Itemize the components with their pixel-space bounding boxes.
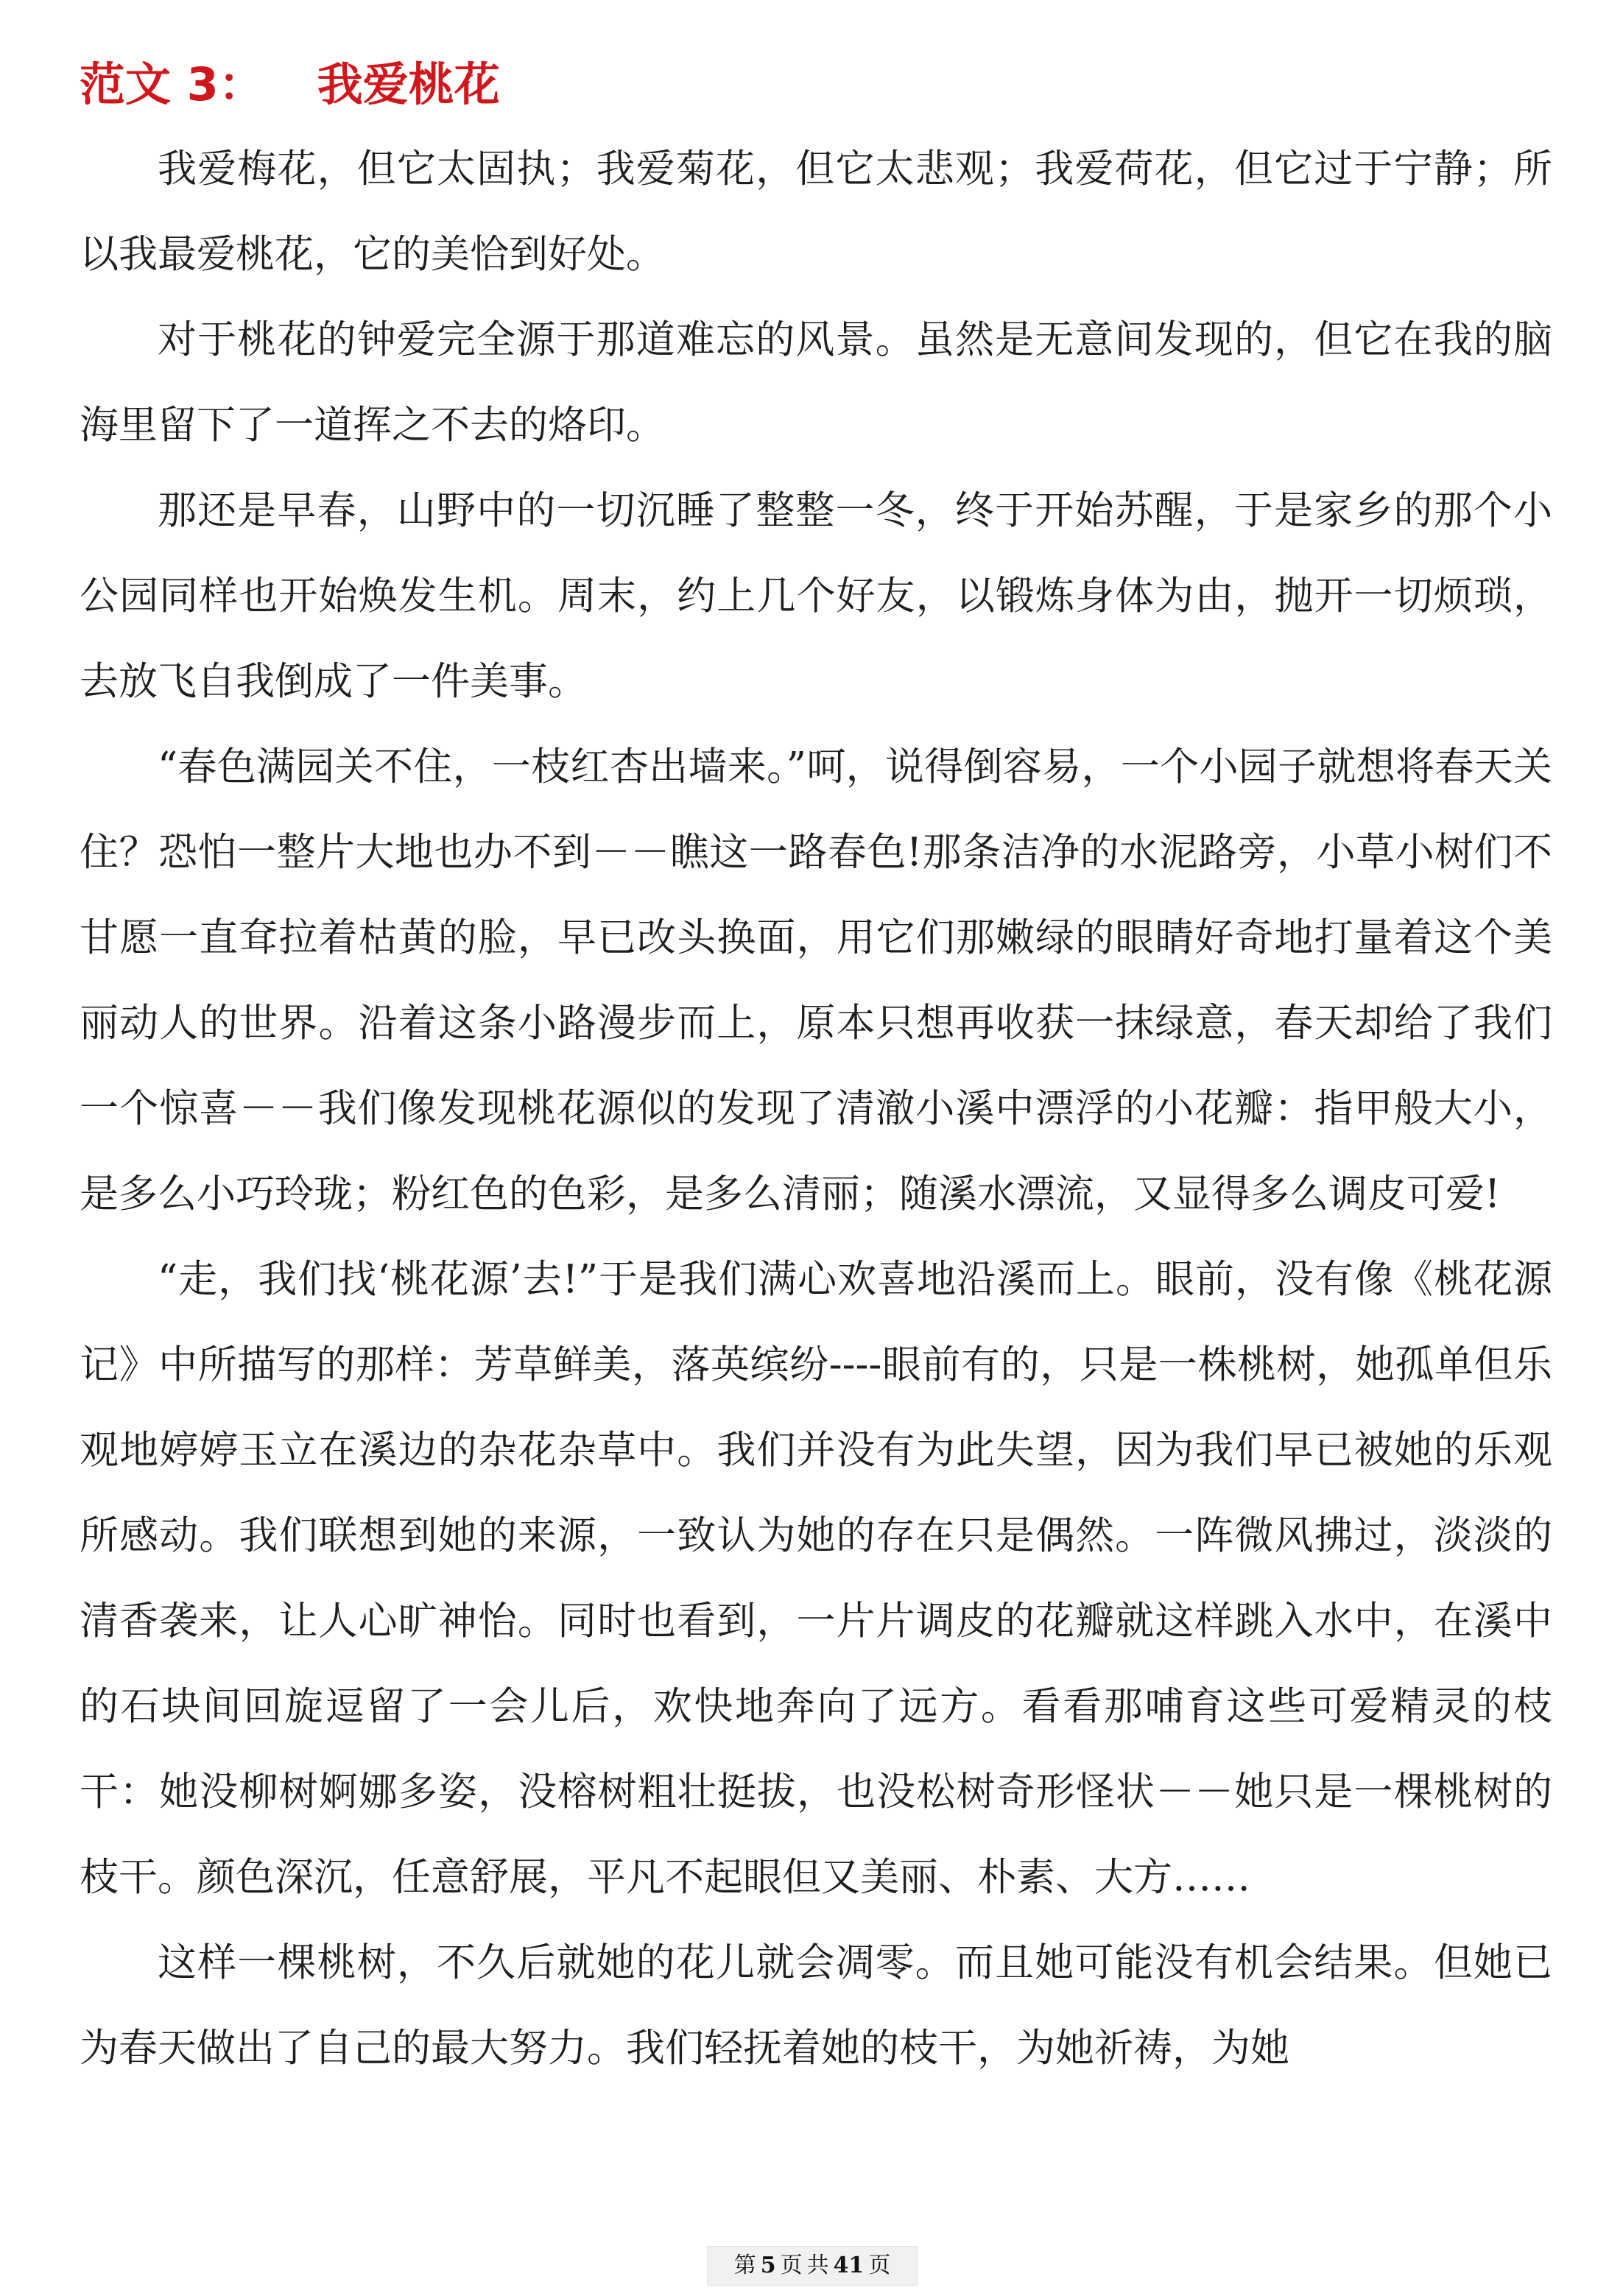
essay-title	[80, 44, 500, 125]
footer-label-di: 第	[733, 2253, 756, 2278]
paragraph-3: 那还是早春，山野中的一切沉睡了整整一冬，终于开始苏醒，于是家乡的那个小公园同样也开始焕发生机。周末，约上几个好友，以锻炼身体为由，抛开一切烦琐，去放飞自我倒成了一件美事。	[80, 488, 1552, 704]
footer-label-ye: 页	[780, 2253, 803, 2278]
essay-number-label: 范文 3：	[80, 57, 264, 111]
essay-title-text: 我爱桃花	[317, 57, 500, 111]
current-page-number: 5	[760, 2253, 776, 2278]
paragraph-5: “走，我们找‘桃花源’去!”于是我们满心欢喜地沿溪而上。眼前，没有像《桃花源记》中所描写的那样：芳草鲜美，落英缤纷----眼前有的，只是一株桃树，她孤单但乐观地婷婷玉立在溪边的杂花杂草中。我们并没有为此失望，因为我们早已被她的乐观所感动。我们联想到她的来源，一致认为她的存在只是偶然。一阵微风拂过，淡淡的清香袭来，让人心旷神怡。同时也看到，一片片调皮的花瓣就这样跳入水中，在溪中的石块间回旋逗留了一会儿后，欢快地奔向了远方。看看那哺育这些可爱精灵的枝干：她没柳树婀娜多姿，没榕树粗壮挺拔，也没松树奇形怪状－－她只是一棵桃树的枝干。颜色深沉，任意舒展，平凡不起眼但又美丽、朴素、大方……	[80, 1257, 1552, 1900]
total-page-number: 41	[833, 2253, 865, 2278]
footer-label-ye-2: 页	[868, 2253, 891, 2278]
paragraph-2: 对于桃花的钟爱完全源于那道难忘的风景。虽然是无意间发现的，但它在我的脑海里留下了一道挥之不去的烙印。	[80, 317, 1552, 448]
footer-label-gong: 共	[806, 2253, 829, 2278]
paragraph-6: 这样一棵桃树，不久后就她的花儿就会凋零。而且她可能没有机会结果。但她已为春天做出了自己的最大努力。我们轻抚着她的枝干，为她祈祷，为她	[80, 1940, 1552, 2071]
paragraph-1: 我爱梅花，但它太固执；我爱菊花，但它太悲观；我爱荷花，但它过于宁静；所以我最爱桃花，它的美恰到好处。	[80, 147, 1552, 277]
page-number-footer	[707, 2246, 918, 2286]
paragraph-4: “春色满园关不住，一枝红杏出墙来。”呵，说得倒容易，一个小园子就想将春天关住？恐怕一整片大地也办不到－－瞧这一路春色!那条洁净的水泥路旁，小草小树们不甘愿一直耷拉着枯黄的脸，早已改头换面，用它们那嫩绿的眼睛好奇地打量着这个美丽动人的世界。沿着这条小路漫步而上，原本只想再收获一抹绿意，春天却给了我们一个惊喜－－我们像发现桃花源似的发现了清澈小溪中漂浮的小花瓣：指甲般大小，是多么小巧玲珑；粉红色的色彩，是多么清丽；随溪水漂流，又显得多么调皮可爱!	[80, 744, 1552, 1216]
essay-body	[80, 127, 1552, 2091]
